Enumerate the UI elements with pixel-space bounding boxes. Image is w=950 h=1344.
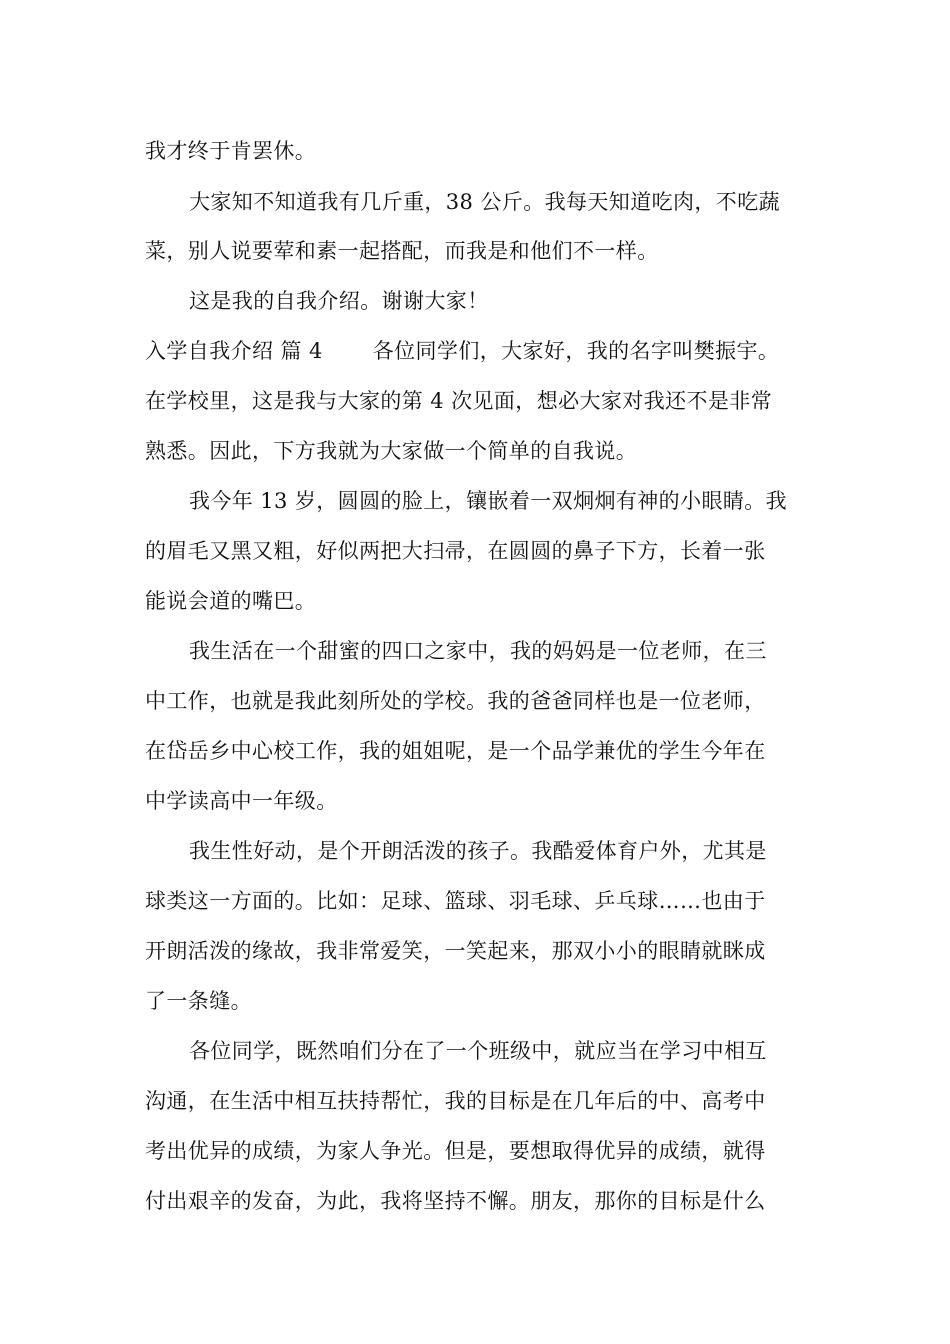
text-line: 付出艰辛的发奋，为此，我将坚持不懈。朋友，那你的目标是什么 <box>145 1189 766 1213</box>
text-line: 在岱岳乡中心校工作，我的姐姐呢，是一个品学兼优的学生今年在 <box>145 739 766 763</box>
text-line: 我生性好动，是个开朗活泼的孩子。我酷爱体育户外，尤其是 <box>189 839 767 863</box>
text-line: 菜，别人说要荤和素一起搭配，而我是和他们不一样。 <box>145 239 659 263</box>
text-line: 我今年 13 岁，圆圆的脸上，镶嵌着一双炯炯有神的小眼睛。我 <box>189 489 788 513</box>
text-line: 各位同学们，大家好，我的名字叫樊振宇。 <box>372 339 780 363</box>
text-line: 大家知不知道我有几斤重，38 公斤。我每天知道吃肉，不吃蔬 <box>189 190 780 214</box>
text-line: 各位同学，既然咱们分在了一个班级中，就应当在学习中相互 <box>189 1039 767 1063</box>
text-line: 我生活在一个甜蜜的四口之家中，我的妈妈是一位老师，在三 <box>189 639 767 663</box>
section-heading-line <box>145 336 810 366</box>
text-line: 了一条缝。 <box>145 989 252 1013</box>
text-line: 中学读高中一年级。 <box>145 789 338 813</box>
text-line: 开朗活泼的缘故，我非常爱笑，一笑起来，那双小小的眼睛就眯成 <box>145 939 766 963</box>
text-line: 在学校里，这是我与大家的第 4 次见面，想必大家对我还不是非常 <box>145 389 773 413</box>
text-line: 考出优异的成绩，为家人争光。但是，要想取得优异的成绩，就得 <box>145 1139 766 1163</box>
text-line: 沟通，在生活中相互扶持帮忙，我的目标是在几年后的中、高考中 <box>145 1089 766 1113</box>
text-line: 能说会道的嘴巴。 <box>145 589 317 613</box>
text-line: 我才终于肯罢休。 <box>145 139 317 163</box>
text-line: 这是我的自我介绍。谢谢大家！ <box>189 289 489 313</box>
text-line: 球类这一方面的。比如：足球、篮球、羽毛球、乒乓球……也由于 <box>145 889 766 913</box>
section-heading: 入学自我介绍 篇 4 <box>145 339 323 363</box>
text-line: 熟悉。因此，下方我就为大家做一个简单的自我说。 <box>145 439 638 463</box>
text-line: 中工作，也就是我此刻所处的学校。我的爸爸同样也是一位老师， <box>145 689 766 713</box>
text-line: 的眉毛又黑又粗，好似两把大扫帚，在圆圆的鼻子下方，长着一张 <box>145 539 766 563</box>
